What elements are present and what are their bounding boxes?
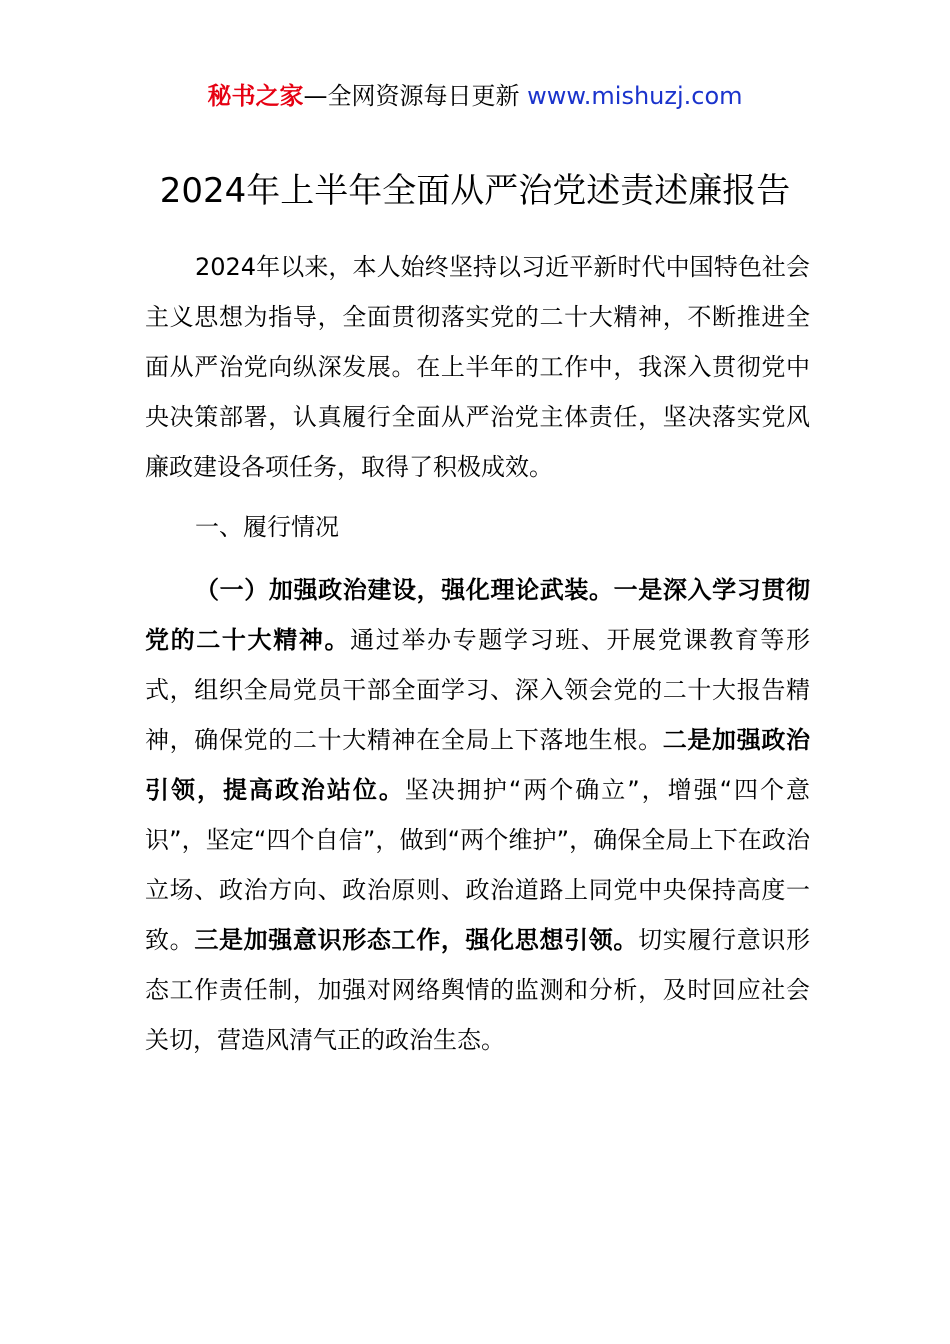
point-2-heading: 二是加强政治引领，提高政治站位。 <box>145 726 811 804</box>
site-header <box>0 80 950 112</box>
section-heading: 一、履行情况 <box>195 513 339 541</box>
site-tagline: —全网资源每日更新 <box>303 82 528 110</box>
subsection-paragraph <box>145 565 810 1065</box>
point-3-heading: 三是加强意识形态工作，强化思想引领。 <box>194 926 639 954</box>
document-title: 2024年上半年全面从严治党述责述廉报告 <box>159 171 791 211</box>
intro-paragraph: 2024年以来，本人始终坚持以习近平新时代中国特色社会主义思想为指导，全面贯彻落实党的二十大精神，不断推进全面从严治党向纵深发展。在上半年的工作中，我深入贯彻党中央决策部署，认真履行全面从严治党主体责任，坚决落实党风廉政建设各项任务，取得了积极成效。 <box>145 253 810 481</box>
subsection-lead: （一）加强政治建设，强化理论武装。 <box>195 576 614 604</box>
point-3-text: 切实履行意识形态工作责任制，加强对网络舆情的监测和分析，及时回应社会关切，营造风清气正的政治生态。 <box>145 926 811 1054</box>
point-1-text: 通过举办专题学习班、开展党课教育等形式，组织全局党员干部全面学习、深入领会党的二十大报告精神，确保党的二十大精神在全局上下落地生根。 <box>145 626 811 754</box>
site-url-link[interactable]: www.mishuzj.com <box>527 82 743 110</box>
site-brand: 秘书之家 <box>207 82 304 110</box>
point-1-heading: 一是深入学习贯彻党的二十大精神。 <box>145 576 810 654</box>
point-2-text: 坚决拥护“两个确立”，增强“四个意识”，坚定“四个自信”，做到“两个维护”，确保全局上下在政治立场、政治方向、政治原则、政治道路上同党中央保持高度一致。 <box>145 776 810 954</box>
